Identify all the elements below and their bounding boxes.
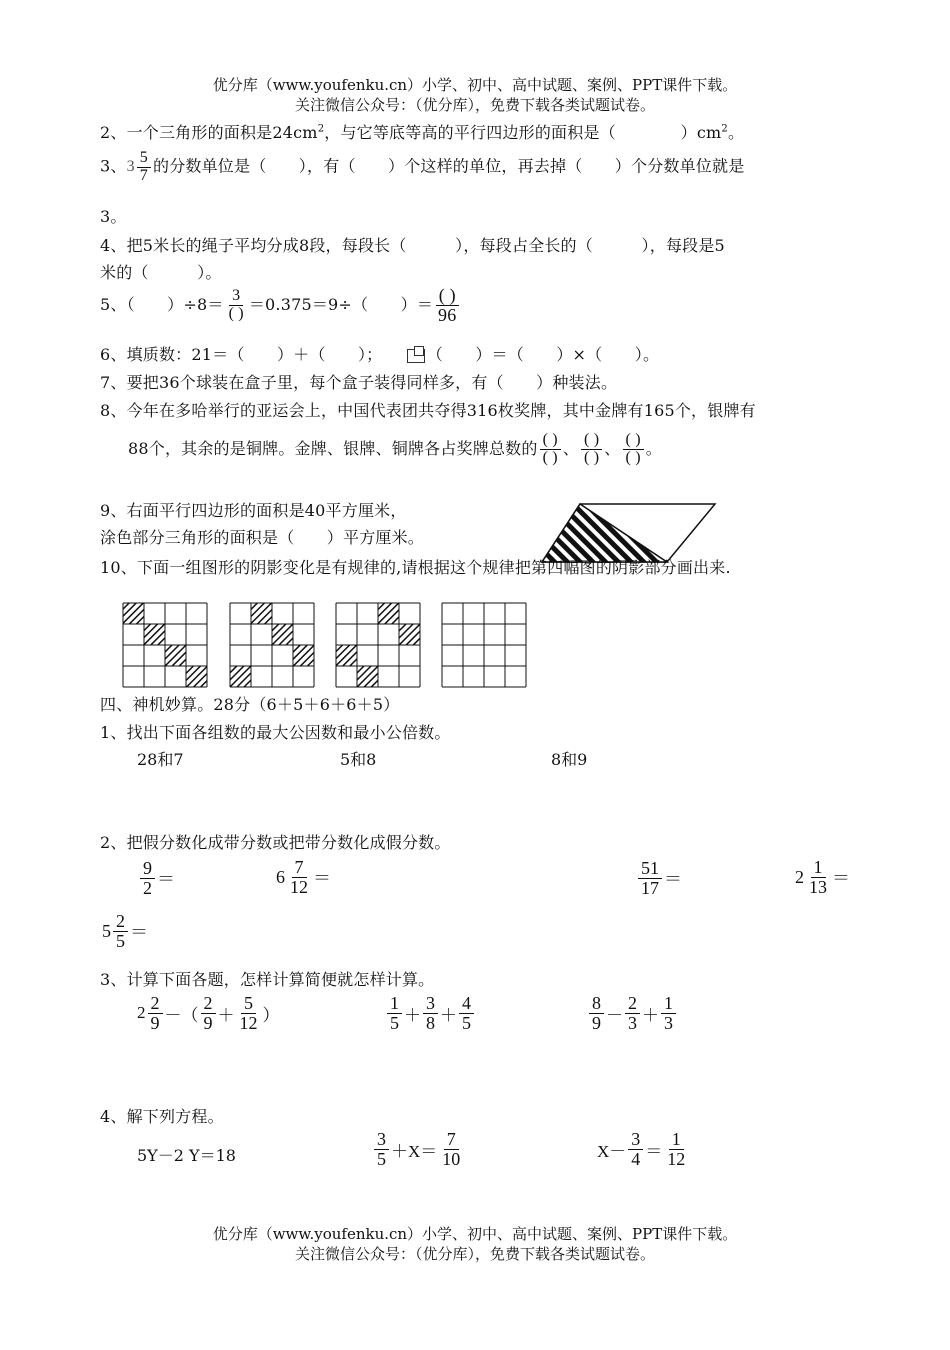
shaded-cell	[357, 666, 378, 687]
s4q2-i1-eq: ＝	[157, 869, 175, 890]
q2-sup2: 2	[721, 123, 728, 135]
e1-n1: 2	[148, 994, 163, 1014]
q8-blank-fraction-2	[581, 432, 602, 467]
question-9-line-2: 涂色部分三角形的面积是（ ）平方厘米。	[100, 528, 425, 547]
q8-b2-den: ( )	[584, 448, 600, 466]
q8-blank-fraction-3	[623, 432, 644, 467]
q5-fraction-2	[435, 286, 459, 325]
s4q2-i1-num: 9	[140, 859, 155, 879]
e3-n3: 1	[661, 994, 676, 1014]
e2-d3: 5	[462, 1012, 471, 1033]
q5-mid: ＝0.375＝9÷（ ）＝	[248, 294, 434, 314]
e2-op1: ＋	[404, 1005, 421, 1025]
eq3-mid: ＝	[645, 1141, 663, 1161]
q5-prefix: 5、（ ）÷8＝	[100, 294, 224, 314]
shaded-cell	[336, 645, 357, 666]
s4q2-i2-whole: 6	[276, 866, 285, 887]
header-line-2: 关注微信公众号：（优分库），免费下载各类试题试卷。	[294, 96, 655, 114]
e2-n2: 3	[423, 994, 438, 1014]
s4q2-i5-num: 2	[113, 912, 128, 932]
eq3-d1: 4	[631, 1148, 641, 1169]
q8-end: 。	[645, 438, 662, 458]
shaded-cell	[165, 645, 186, 666]
s4q2-item-1	[138, 858, 175, 898]
s4q1-pair-2: 5和8	[340, 750, 377, 769]
s4q2-i1-den: 2	[143, 877, 152, 898]
s4q2-i3-eq: ＝	[664, 869, 682, 890]
e3-d2: 3	[628, 1012, 637, 1033]
eq2-n1: 3	[374, 1130, 389, 1150]
eq3-d2: 12	[667, 1148, 686, 1169]
q3-den: 7	[139, 166, 148, 184]
question-4-line-2: 米的（ ）。	[100, 263, 222, 282]
e1-close: ）	[262, 1005, 280, 1025]
question-6	[100, 342, 659, 365]
q2-text-a: 2、一个三角形的面积是24cm	[100, 123, 318, 142]
e1-op1: －（	[164, 1005, 199, 1025]
e1-op2: ＋	[217, 1005, 235, 1025]
eq2-d1: 5	[377, 1148, 386, 1169]
question-3	[100, 150, 744, 185]
q3-whole: 3	[126, 158, 135, 176]
s4q4-eq-1: 5Y－2 Y＝18	[137, 1146, 236, 1165]
s4q3-title: 3、计算下面各题，怎样计算简便就怎样计算。	[100, 970, 435, 989]
e2-n3: 4	[459, 994, 474, 1014]
e1-d1: 9	[150, 1012, 160, 1033]
pattern-grid-4	[441, 602, 527, 688]
q8-b1-den: ( )	[542, 448, 558, 466]
s4q2-i4-num: 1	[811, 858, 826, 878]
eq2-mid: ＋X＝	[391, 1141, 438, 1161]
s4q2-i5-eq: ＝	[130, 922, 148, 943]
q3-prefix: 3、	[100, 156, 127, 176]
s4q2-item-4	[795, 858, 850, 897]
s4q4-eq-2	[372, 1130, 465, 1169]
s4q2-item-3	[636, 858, 682, 898]
shaded-cell	[293, 645, 314, 666]
pattern-grid-3	[335, 602, 421, 688]
question-9-line-1: 9、右面平行四边形的面积是40平方厘米，	[100, 501, 407, 520]
e1-n3: 5	[241, 994, 256, 1014]
q8-b1-num: ( )	[540, 432, 561, 450]
s4q1-pair-1: 28和7	[137, 750, 184, 769]
q8-sep-2: 、	[604, 438, 621, 458]
q5-f2-num: ( )	[436, 286, 459, 306]
header-line-1: 优分库（www.youfenku.cn）小学、初中、高中试题、案例、PPT课件下载。	[212, 76, 738, 94]
section-4-title: 四、神机妙算。28分（6＋5＋6＋6＋5）	[100, 695, 400, 714]
question-2	[100, 120, 744, 143]
s4q2-i4-whole: 2	[795, 866, 804, 887]
question-3-cont: 3。	[100, 207, 127, 226]
shaded-cell	[378, 603, 399, 624]
q8-line2-text: 88个，其余的是铜牌。金牌、银牌、铜牌各占奖牌总数的	[128, 438, 538, 458]
shaded-cell	[230, 666, 251, 687]
e3-n2: 2	[625, 994, 640, 1014]
q6-text-2: （ ）＝（ ）×（ ）。	[426, 345, 660, 364]
s4q2-i5-whole: 5	[102, 920, 111, 941]
s4q2-i2-den: 12	[290, 876, 308, 897]
q2-text-c: 。	[727, 123, 745, 142]
question-8-line-1: 8、今年在多哈举行的亚运会上，中国代表团共夺得316枚奖牌，其中金牌有165个，银牌有	[100, 401, 756, 420]
s4q3-expr-1	[137, 994, 280, 1033]
shaded-cell	[123, 603, 144, 624]
q8-b2-num: ( )	[581, 432, 602, 450]
question-5	[100, 286, 461, 325]
question-4-line-1: 4、把5米长的绳子平均分成8段，每段长（ ），每段占全长的（ ），每段是5	[100, 236, 725, 255]
shaded-cell	[272, 624, 293, 645]
s4q1-title: 1、找出下面各组数的最大公因数和最小公倍数。	[100, 723, 451, 742]
q5-f2-den: 96	[438, 304, 457, 325]
footer-line-1: 优分库（www.youfenku.cn）小学、初中、高中试题、案例、PPT课件下载。	[212, 1225, 738, 1243]
e2-op2: ＋	[440, 1005, 457, 1025]
e3-op1: －	[606, 1005, 623, 1025]
eq3-pre: X－	[597, 1141, 627, 1161]
question-8-line-2	[128, 432, 662, 467]
shaded-cell	[251, 603, 272, 624]
question-10: 10、下面一组图形的阴影变化是有规律的,请根据这个规律把第四幅图的阴影部分画出来.	[100, 558, 731, 577]
q8-sep-1: 、	[562, 438, 580, 458]
e3-op2: ＋	[642, 1005, 659, 1025]
q3-num: 5	[137, 150, 151, 168]
eq3-n1: 3	[628, 1130, 643, 1150]
e1-n2: 2	[201, 994, 216, 1014]
e1-whole: 2	[137, 1003, 146, 1023]
s4q3-expr-3	[587, 994, 678, 1033]
s4q2-i3-num: 51	[638, 859, 662, 879]
s4q2-i2-num: 7	[292, 858, 307, 878]
s4q4-eq-3	[597, 1130, 690, 1169]
e3-n1: 8	[589, 994, 604, 1014]
pattern-grid-2	[229, 602, 315, 688]
q5-f1-num: 3	[229, 288, 243, 306]
s4q2-item-2	[276, 858, 331, 897]
e1-d3: 12	[239, 1012, 258, 1033]
s4q3-expr-2	[385, 994, 476, 1033]
eq2-n2: 7	[444, 1130, 459, 1150]
e2-d2: 8	[426, 1012, 435, 1033]
e2-d1: 5	[390, 1012, 399, 1033]
shaded-cell	[399, 624, 420, 645]
shaded-cell	[186, 666, 207, 687]
s4q2-i4-eq: ＝	[832, 868, 850, 889]
q6-text: 6、填质数：21＝（ ）＋（ ）；	[100, 345, 407, 364]
s4q2-i2-eq: ＝	[313, 868, 331, 889]
q8-b3-den: ( )	[625, 448, 641, 466]
eq3-n2: 1	[669, 1130, 684, 1150]
s4q2-i4-den: 13	[809, 876, 827, 897]
footer-line-2: 关注微信公众号：（优分库），免费下载各类试题试卷。	[294, 1245, 655, 1263]
e3-d3: 3	[664, 1012, 673, 1033]
q3-fraction	[137, 150, 151, 185]
s4q4-title: 4、解下列方程。	[100, 1107, 224, 1126]
s4q2-i3-den: 17	[641, 877, 659, 898]
s4q2-i5-den: 5	[116, 930, 125, 951]
e1-d2: 9	[203, 1012, 213, 1033]
q3-text: 的分数单位是（ ），有（ ）个这样的单位，再去掉（ ）个分数单位就是	[153, 156, 745, 176]
q5-f1-den: ( )	[228, 304, 244, 322]
eq2-d2: 10	[442, 1148, 461, 1169]
s4q2-title: 2、把假分数化成带分数或把带分数化成假分数。	[100, 833, 451, 852]
placeholder-glyph-icon	[407, 349, 425, 363]
s4q1-pair-3: 8和9	[551, 750, 588, 769]
e2-n1: 1	[387, 994, 402, 1014]
q8-b3-num: ( )	[623, 432, 644, 450]
pattern-grid-1	[122, 602, 208, 688]
q8-blank-fraction-1	[540, 432, 561, 467]
q2-text-b: ，与它等底等高的平行四边形的面积是（ ）cm	[324, 123, 722, 142]
q2-sup: 2	[317, 123, 325, 135]
q5-fraction-1	[226, 288, 247, 323]
s4q2-item-5	[102, 912, 148, 951]
q3-mixed-number	[127, 150, 153, 185]
e3-d1: 9	[592, 1012, 601, 1033]
shaded-cell	[144, 624, 165, 645]
question-7: 7、要把36个球装在盒子里，每个盒子装得同样多，有（ ）种装法。	[100, 373, 618, 392]
